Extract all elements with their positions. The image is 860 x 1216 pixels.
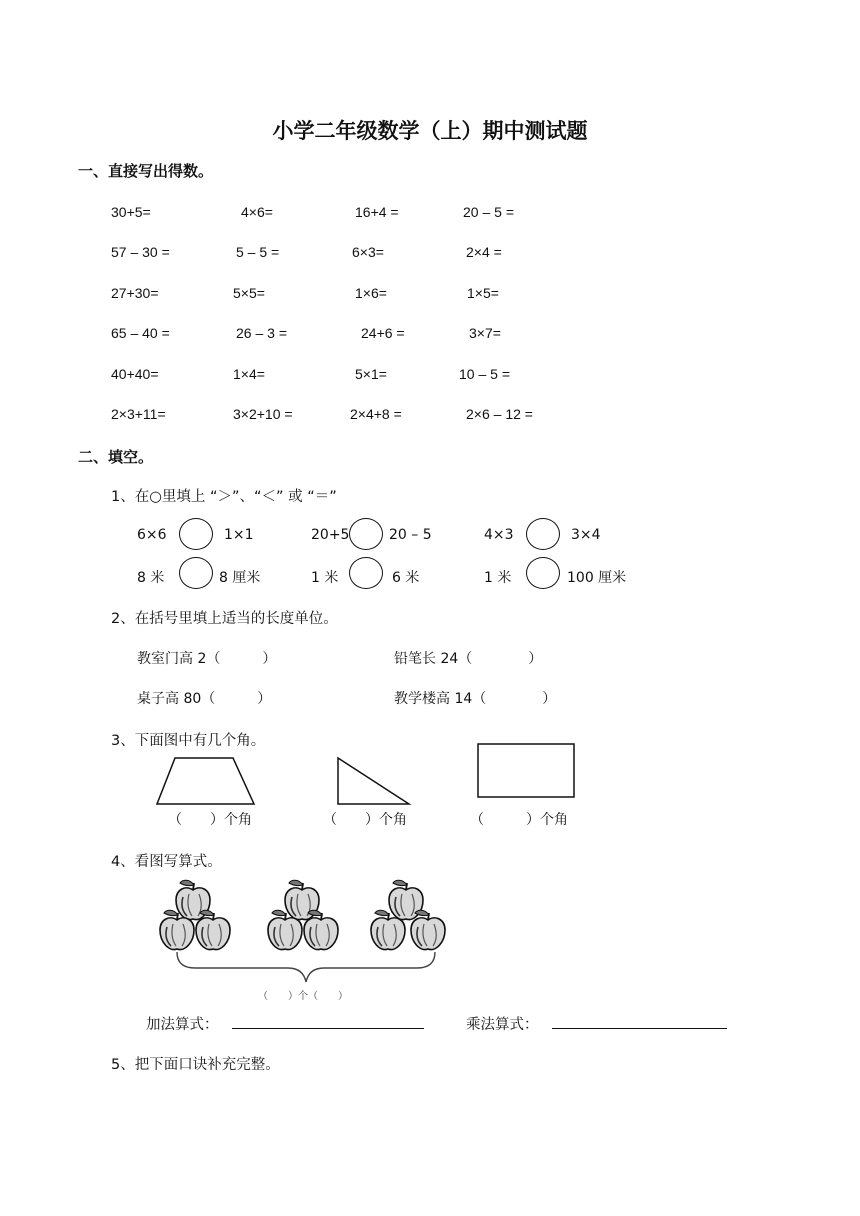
calc-item: 3×2+10 = xyxy=(233,406,293,422)
mul-formula-blank[interactable] xyxy=(552,1028,727,1029)
unit-blank-item: 教室门高 2（ ） xyxy=(137,651,277,667)
calc-item: 4×6= xyxy=(241,204,273,220)
compare-right: 100 厘米 xyxy=(567,570,627,586)
calc-item: 20 – 5 = xyxy=(463,204,514,220)
calc-item: 5×5= xyxy=(233,285,265,301)
compare-right: 6 米 xyxy=(392,570,420,586)
calc-item: 10 – 5 = xyxy=(459,366,510,382)
unit-blank-item: 铅笔长 24（ ） xyxy=(394,651,543,667)
calc-item: 5 – 5 = xyxy=(236,244,280,260)
angle-answer: （ ）个角 xyxy=(323,812,407,828)
q4-label: 4、看图写算式。 xyxy=(111,854,222,870)
page-title: 小学二年级数学（上）期中测试题 xyxy=(272,119,588,143)
trapezoid-shape xyxy=(150,752,262,808)
calc-item: 2×6 – 12 = xyxy=(466,406,533,422)
right-triangle-shape xyxy=(330,752,416,808)
calc-item: 5×1= xyxy=(355,366,387,382)
compare-right: 8 厘米 xyxy=(219,570,261,586)
section2-heading: 二、填空。 xyxy=(78,448,154,466)
apple-group xyxy=(160,880,230,949)
calc-item: 40+40= xyxy=(111,366,159,382)
q2-label: 2、在括号里填上适当的长度单位。 xyxy=(111,611,338,627)
compare-right: 1×1 xyxy=(224,527,254,543)
calc-item: 2×4+8 = xyxy=(350,406,402,422)
compare-left: 1 米 xyxy=(311,570,339,586)
compare-circle[interactable] xyxy=(526,557,560,589)
calc-item: 1×6= xyxy=(355,285,387,301)
calc-item: 16+4 = xyxy=(355,204,399,220)
calc-item: 27+30= xyxy=(111,285,159,301)
add-formula-blank[interactable] xyxy=(232,1028,424,1029)
calc-item: 57 – 30 = xyxy=(111,244,170,260)
calc-item: 30+5= xyxy=(111,204,151,220)
q5-label: 5、把下面口诀补充完整。 xyxy=(111,1057,280,1073)
calc-item: 3×7= xyxy=(469,325,501,341)
compare-circle[interactable] xyxy=(349,518,383,550)
rectangle-shape xyxy=(472,738,582,804)
calc-item: 24+6 = xyxy=(361,325,405,341)
compare-left: 6×6 xyxy=(137,527,167,543)
compare-left: 4×3 xyxy=(484,527,514,543)
calc-item: 1×5= xyxy=(467,285,499,301)
compare-left: 1 米 xyxy=(484,570,512,586)
compare-circle[interactable] xyxy=(349,557,383,589)
mul-formula-label: 乘法算式： xyxy=(466,1017,539,1033)
add-formula-label: 加法算式： xyxy=(146,1017,219,1033)
curly-brace xyxy=(177,952,435,982)
compare-right: 20 – 5 xyxy=(389,527,432,543)
calc-item: 65 – 40 = xyxy=(111,325,170,341)
compare-left: 20+5 xyxy=(311,527,350,543)
q3-label: 3、下面图中有几个角。 xyxy=(111,733,266,749)
calc-item: 1×4= xyxy=(233,366,265,382)
apple-group xyxy=(371,880,445,949)
unit-blank-item: 桌子高 80（ ） xyxy=(137,691,272,707)
compare-circle[interactable] xyxy=(526,518,560,550)
calc-item: 2×3+11= xyxy=(111,406,166,422)
brace-label: （ ）个（ ） xyxy=(258,991,348,1002)
unit-blank-item: 教学楼高 14（ ） xyxy=(394,691,557,707)
section1-heading: 一、直接写出得数。 xyxy=(78,162,214,180)
compare-left: 8 米 xyxy=(137,570,165,586)
calc-item: 2×4 = xyxy=(466,244,502,260)
calc-item: 6×3= xyxy=(352,244,384,260)
angle-answer: （ ）个角 xyxy=(168,812,252,828)
apple-group xyxy=(268,880,338,949)
calc-item: 26 – 3 = xyxy=(236,325,287,341)
compare-circle[interactable] xyxy=(179,518,213,550)
angle-answer: （ ）个角 xyxy=(470,812,568,828)
q1-label: 1、在○里填上 “＞”、“＜” 或 “＝” xyxy=(111,489,337,505)
apple-picture xyxy=(150,872,460,1000)
compare-circle[interactable] xyxy=(179,557,213,589)
compare-right: 3×4 xyxy=(571,527,601,543)
